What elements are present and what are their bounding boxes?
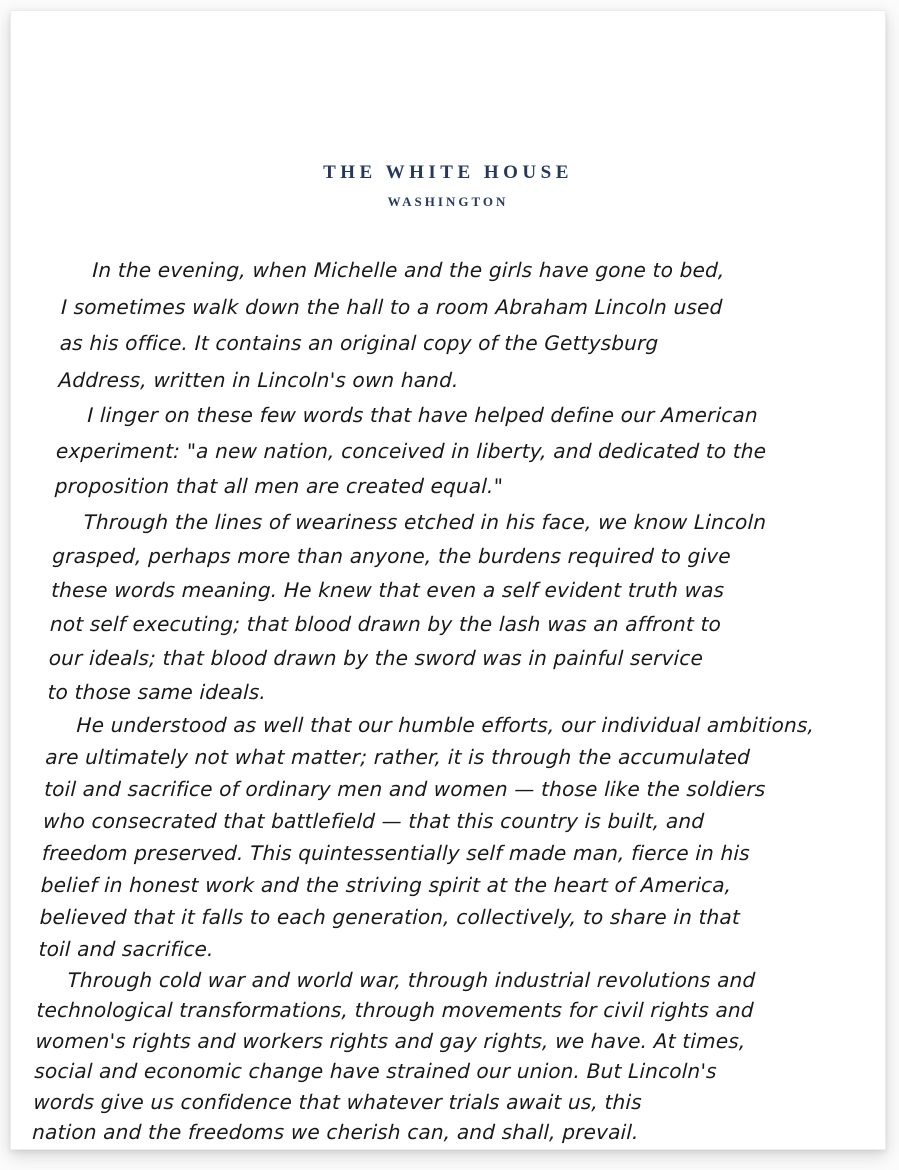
handwritten-line: nation and the freedoms we cherish can, and shall, prevail. bbox=[31, 1120, 640, 1144]
handwritten-line: freedom preserved. This quintessentially self made man, fierce in his bbox=[41, 840, 751, 865]
handwritten-line: toil and sacrifice of ordinary men and women — those like the soldiers bbox=[43, 776, 766, 801]
handwritten-line: I sometimes walk down the hall to a room Abraham Lincoln used bbox=[60, 294, 723, 319]
handwritten-line: technological transformations, through movements for civil rights and bbox=[36, 998, 755, 1022]
paragraph bbox=[47, 505, 842, 709]
handwritten-line: Address, written in Lincoln's own hand. bbox=[58, 367, 460, 392]
handwritten-line: these words meaning. He knew that even a self evident truth was bbox=[50, 577, 725, 602]
letter-body bbox=[32, 252, 851, 1148]
handwritten-line: not self executing; that blood drawn by the lash was an affront to bbox=[49, 611, 722, 636]
paragraph bbox=[38, 709, 835, 965]
paragraph bbox=[32, 965, 826, 1148]
handwritten-line: proposition that all men are created equal." bbox=[54, 474, 504, 498]
handwritten-line: Through the lines of weariness etched in his face, we know Lincoln bbox=[83, 509, 767, 534]
handwritten-line: toil and sacrifice. bbox=[38, 936, 215, 961]
handwritten-line: our ideals; that blood drawn by the sword was in painful service bbox=[48, 645, 704, 670]
white-house-letterhead bbox=[11, 162, 885, 210]
handwritten-line: grasped, perhaps more than anyone, the burdens required to give bbox=[51, 543, 732, 568]
paragraph bbox=[58, 252, 851, 398]
handwritten-line: to those same ideals. bbox=[47, 679, 267, 704]
letter-paper bbox=[10, 10, 886, 1150]
handwritten-line: as his office. It contains an original copy of the Gettysburg bbox=[59, 331, 659, 355]
handwritten-line: He understood as well that our humble efforts, our individual ambitions, bbox=[76, 712, 815, 737]
handwritten-line: women's rights and workers rights and gay rights, we have. At times, bbox=[35, 1028, 746, 1053]
handwritten-line: belief in honest work and the striving spirit at the heart of America, bbox=[40, 872, 732, 897]
letterhead-title: THE WHITE HOUSE bbox=[323, 162, 573, 183]
letterhead-subtitle: WASHINGTON bbox=[387, 194, 509, 209]
handwritten-line: are ultimately not what matter; rather, it is through the accumulated bbox=[44, 744, 751, 769]
handwritten-line: Through cold war and world war, through industrial revolutions and bbox=[67, 967, 756, 992]
paragraph bbox=[54, 398, 846, 505]
handwritten-line: social and economic change have strained our union. But Lincoln's bbox=[33, 1059, 718, 1083]
handwritten-line: words give us confidence that whatever trials await us, this bbox=[32, 1089, 643, 1114]
handwritten-line: experiment: "a new nation, conceived in liberty, and dedicated to the bbox=[55, 438, 767, 463]
handwritten-line: believed that it falls to each generation, collectively, to share in that bbox=[39, 904, 741, 929]
handwritten-line: who consecrated that battlefield — that this country is built, and bbox=[42, 808, 705, 833]
handwritten-line: I linger on these few words that have helped define our American bbox=[86, 403, 759, 427]
handwritten-line: In the evening, when Michelle and the girls have gone to bed, bbox=[91, 258, 725, 282]
